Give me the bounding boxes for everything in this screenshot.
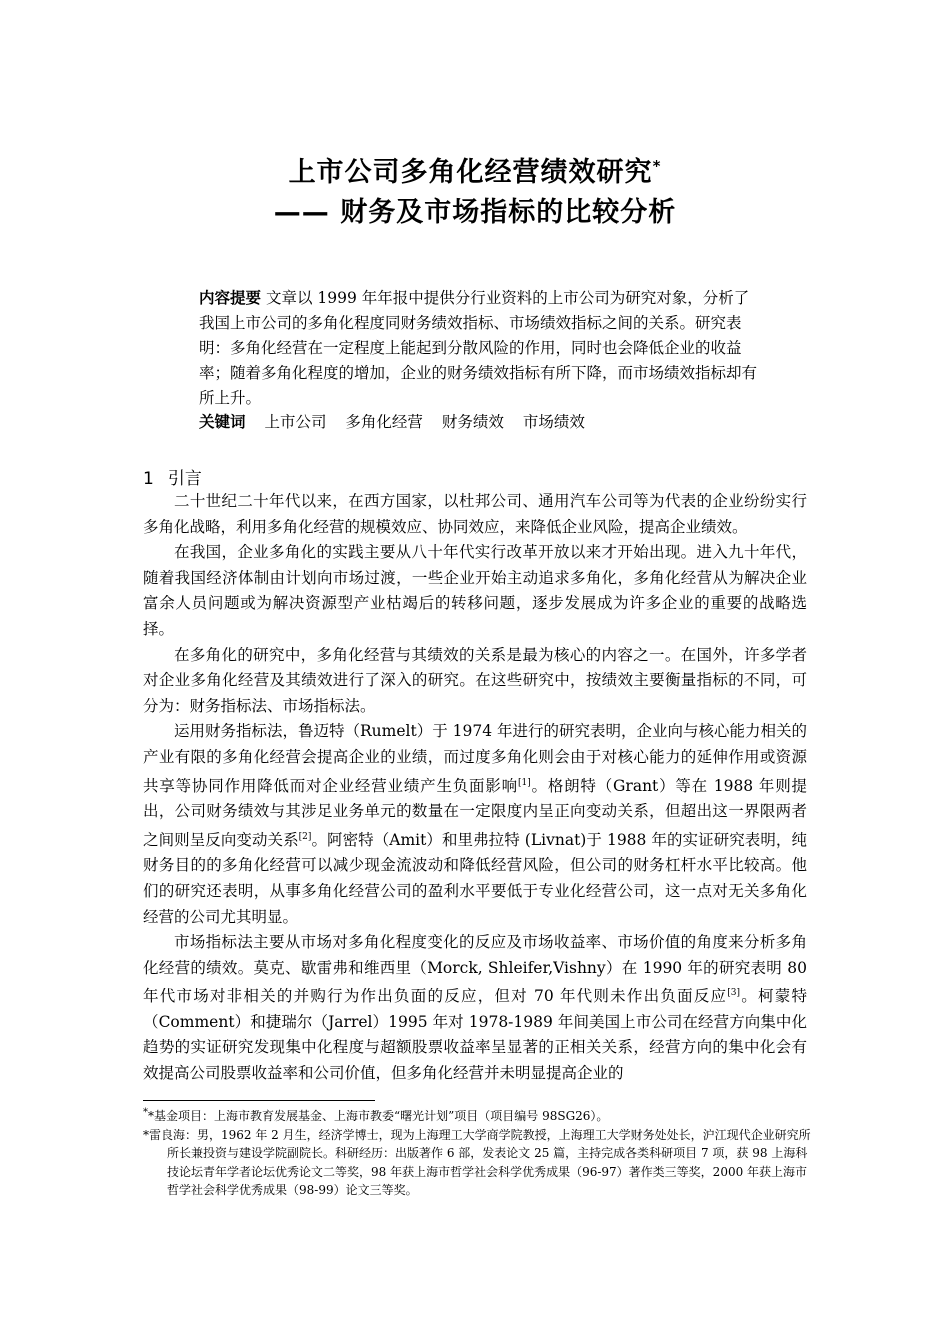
text-run: 。格朗特（Grant）等在 1988 年则提出，公司财务绩效与其涉足业务单元的数量在一定限度内呈正向变动关系，但超出这一界限两者之间则呈反向变动关系 [143,776,807,849]
paragraph [143,719,807,930]
keywords [199,410,759,435]
footnote-text: *基金项目：上海市教育发展基金、上海市教委“曙光计划”项目（项目编号 98SG26）。 [148,1109,609,1123]
footnotes [143,1104,811,1200]
title-main: 上市公司多角化经营绩效研究 [288,157,653,188]
keyword: 市场绩效 [522,413,585,431]
keyword: 上市公司 [264,413,327,431]
citation-ref: [2] [298,831,312,842]
footnote-marker: * [143,1107,148,1118]
paper-title [0,150,950,189]
keywords-label: 关键词 [199,413,246,431]
title-footnote-marker: * [652,157,662,175]
section-title: 引言 [167,469,202,489]
abstract-text: 文章以 1999 年年报中提供分行业资料的上市公司为研究对象，分析了我国上市公司的多角化程度同财务绩效指标、市场绩效指标之间的关系。研究表明：多角化经营在一定程度上能起到分散风险的作用，同时也会降低企业的收益率；随着多角化程度的增加，企业的财务绩效指标有所下降，而市场绩效指标却有所上升。 [199,289,758,407]
abstract [199,286,764,411]
text-run: 市场指标法主要从市场对多角化程度变化的反应及市场收益率、市场价值的角度来分析多角化经营的绩效。莫克、歇雷弗和维西里（Morck, Shleifer,Vishny）在 1990 年的研究表明 80 年代市场对非相关的并购行为作出负面的反应，但对 70 年代则未作出负面反应 [143,933,807,1006]
footnote: *雷良海：男，1962 年 2 月生，经济学博士，现为上海理工大学商学院教授，上海理工大学财务处处长，沪江现代企业研究所所长兼投资与建设学院副院长。科研经历：出版著作 6 部，发表论文 25 篇，主持完成各类科研项目 7 项，获 98 上海科技论坛青年学者论坛优秀论文二等奖，98 年获上海市哲学社会科学优秀成果（96-97）著作类三等奖，2000 年获上海市哲学社会科学优秀成果（98-99）论文三等奖。 [143,1127,811,1197]
section-body [143,489,807,1087]
section-number: 1 [143,469,154,489]
paragraph [143,930,807,1087]
keyword: 多角化经营 [345,413,423,431]
text-run: 。阿密特（Amit）和里弗拉特 (Livnat)于 1988 年的实证研究表明，纯财务目的的多角化经营可以减少现金流波动和降低经营风险，但公司的财务杠杆水平比较高。他们的研究还表明，从事多角化经营公司的盈利水平要低于专业化经营公司，这一点对无关多角化经营的公司尤其明显。 [143,830,807,926]
footnote-divider [143,1100,375,1101]
text-run: 运用财务指标法，鲁迈特（Rumelt）于 1974 年进行的研究表明，企业向与核心能力相关的产业有限的多角化经营会提高企业的业绩，而过度多角化则会由于对核心能力的延伸作用或资源共享等协同作用降低而对企业经营业绩产生负面影响 [143,722,808,795]
keyword: 财务绩效 [441,413,504,431]
abstract-label: 内容提要 [199,289,262,307]
citation-ref: [3] [727,988,741,999]
text-run: 。柯蒙特（Comment）和捷瑞尔（Jarrel）1995 年对 1978-1989 年间美国上市公司在经营方向集中化趋势的实证研究发现集中化程度与超额股票收益率呈显著的正相关关系，经营方向的集中化会有效提高公司股票收益率和公司价值，但多角化经营并未明显提高企业的 [143,987,807,1083]
footnote [143,1104,811,1126]
paragraph: 二十世纪二十年代以来，在西方国家，以杜邦公司、通用汽车公司等为代表的企业纷纷实行多角化战略，利用多角化经营的规模效应、协同效应，来降低企业风险，提高企业绩效。 [143,492,807,536]
citation-ref: [1] [517,777,531,788]
paragraph: 在我国，企业多角化的实践主要从八十年代实行改革开放以来才开始出现。进入九十年代，随着我国经济体制由计划向市场过渡，一些企业开始主动追求多角化，多角化经营从为解决企业富余人员问题或为解决资源型产业枯竭后的转移问题，逐步发展成为许多企业的重要的战略选择。 [143,543,807,638]
paper-subtitle: —— 财务及市场指标的比较分析 [273,197,677,228]
section-heading [143,464,202,489]
paragraph: 在多角化的研究中，多角化经营与其绩效的关系是最为核心的内容之一。在国外，许多学者对企业多角化经营及其绩效进行了深入的研究。在这些研究中，按绩效主要衡量指标的不同，可分为：财务指标法、市场指标法。 [143,645,807,715]
